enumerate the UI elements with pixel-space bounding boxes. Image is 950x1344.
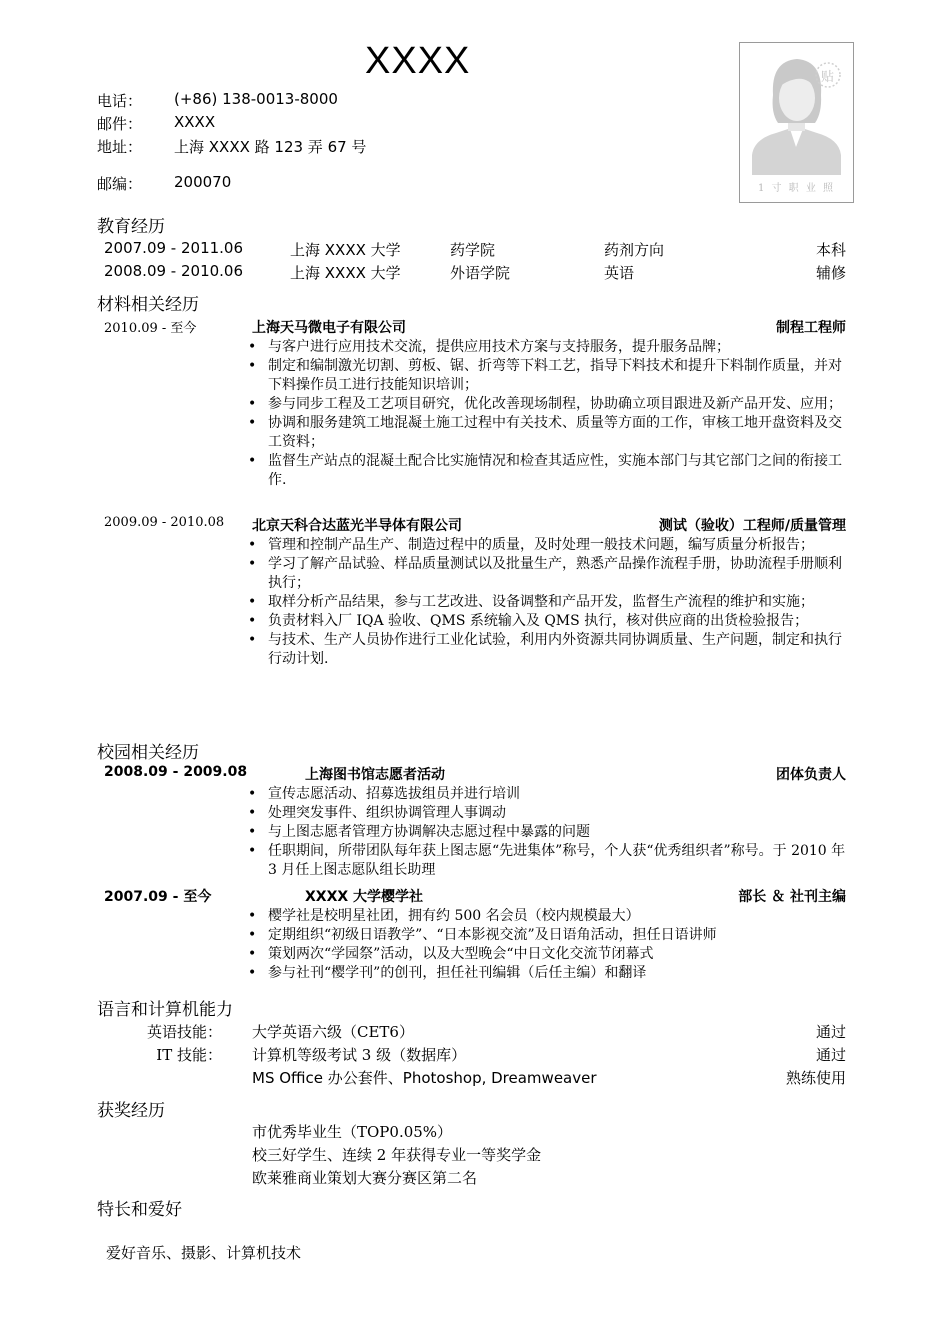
contact-phone: (+86) 138-0013-8000 [174,90,338,108]
contact-label-address: 地址： [97,138,143,156]
edu-degree: 本科 [815,241,846,259]
skill-desc: MS Office 办公套件、Photoshop, Dreamweaver [252,1069,597,1087]
skill-level: 通过 [815,1023,846,1041]
job-role: 制程工程师 [776,320,846,336]
section-title-awards: 获奖经历 [97,1101,165,1121]
edu-major: 药剂方向 [604,241,665,259]
list-item: • 与技术、生产人员协作进行工业化试验，利用内外资源共同协调质量、生产问题，制定和执行行动计划. [248,631,848,669]
skill-desc: 大学英语六级（CET6） [252,1023,414,1041]
edu-college: 药学院 [450,241,496,259]
skill-level: 通过 [815,1046,846,1064]
list-item: • 任职期间，所带团队每年获上图志愿“先进集体”称号，个人获“优秀组织者”称号。于 2010 年 3 月任上图志愿队组长助理 [248,842,848,880]
edu-major: 英语 [604,264,635,282]
skill-level: 熟练使用 [785,1069,846,1087]
list-item: • 负责材料入厂 IQA 验收、QMS 系统输入及 QMS 执行，核对供应商的出货检验报告； [248,612,848,631]
list-item: • 宣传志愿活动、招募选拔组员并进行培训 [248,785,848,804]
edu-school: 上海 XXXX 大学 [290,241,401,259]
job-company: 北京天科合达蓝光半导体有限公司 [252,518,462,534]
section-title-work: 材料相关经历 [97,295,199,315]
section-title-campus: 校园相关经历 [97,743,199,763]
contact-zip: 200070 [174,173,232,191]
edu-period: 2007.09 - 2011.06 [104,239,244,257]
job-period: 2009.09 - 2010.08 [104,515,225,530]
list-item: • 处理突发事件、组织协调管理人事调动 [248,804,848,823]
job-period: 2010.09 - 至今 [104,321,197,336]
campus-role: 部长 ＆ 社刊主编 [738,889,846,905]
list-item: • 参与社刊“樱学刊”的创刊，担任社刊编辑（后任主编）和翻译 [248,964,848,983]
job-bullet-list [248,536,848,669]
contact-label-email: 邮件： [97,115,143,133]
list-item: • 与客户进行应用技术交流，提供应用技术方案与支持服务，提升服务品牌； [248,338,848,357]
job-company: 上海天马微电子有限公司 [252,320,406,336]
list-item: • 协调和服务建筑工地混凝土施工过程中有关技术、质量等方面的工作，审核工地开盘资料及交工资料； [248,414,848,452]
section-title-education: 教育经历 [97,217,165,237]
skill-label: 英语技能： [146,1023,222,1041]
campus-org: XXXX 大学樱学社 [305,889,424,905]
list-item: • 定期组织“初级日语教学”、“日本影视交流”及日语角活动，担任日语讲师 [248,926,848,945]
job-bullet-list [248,338,848,490]
photo-stamp: 贴 [821,70,835,85]
section-title-hobbies: 特长和爱好 [97,1200,182,1220]
list-item: • 学习了解产品试验、样品质量测试以及批量生产，熟悉产品操作流程手册，协助流程手册顺利执行； [248,555,848,593]
contact-email: XXXX [174,113,216,131]
list-item: • 樱学社是校明星社团，拥有约 500 名会员（校内规模最大） [248,907,848,926]
list-item: • 参与同步工程及工艺项目研究，优化改善现场制程，协助确立项目跟进及新产品开发、应用； [248,395,848,414]
edu-period: 2008.09 - 2010.06 [104,262,244,280]
list-item: • 策划两次“学园祭”活动，以及大型晚会“中日文化交流节闭幕式 [248,945,848,964]
section-title-skills: 语言和计算机能力 [97,1000,233,1020]
award-item: 市优秀毕业生（TOP0.05%） [252,1123,453,1141]
list-item: • 取样分析产品结果，参与工艺改进、设备调整和产品开发，监督生产流程的维护和实施； [248,593,848,612]
edu-school: 上海 XXXX 大学 [290,264,401,282]
edu-degree: 辅修 [815,264,846,282]
campus-period: 2007.09 - 至今 [104,889,212,905]
campus-period: 2008.09 - 2009.08 [104,764,248,780]
campus-org: 上海图书馆志愿者活动 [305,767,445,783]
job-role: 测试（验收）工程师/质量管理 [658,518,846,534]
skill-label: IT 技能： [156,1046,222,1064]
edu-college: 外语学院 [450,264,511,282]
hobbies-text: 爱好音乐、摄影、计算机技术 [106,1244,302,1262]
campus-bullet-list [248,907,848,983]
photo-caption: 1 寸 职 业 照 [757,183,836,194]
resume-name: XXXX [365,40,471,82]
award-item: 校三好学生、连续 2 年获得专业一等奖学金 [252,1146,542,1164]
contact-label-zip: 邮编： [97,175,143,193]
campus-role: 团体负责人 [776,767,846,783]
campus-bullet-list [248,785,848,880]
award-item: 欧莱雅商业策划大赛分赛区第二名 [252,1169,478,1187]
list-item: • 与上图志愿者管理方协调解决志愿过程中暴露的问题 [248,823,848,842]
list-item: • 管理和控制产品生产、制造过程中的质量，及时处理一般技术问题，编写质量分析报告； [248,536,848,555]
photo-placeholder [739,42,854,203]
list-item: • 监督生产站点的混凝土配合比实施情况和检查其适应性，实施本部门与其它部门之间的衔接工作. [248,452,848,490]
contact-address: 上海 XXXX 路 123 弄 67 号 [174,138,367,156]
contact-label-phone: 电话： [97,92,143,110]
list-item: • 制定和编制激光切割、剪板、锯、折弯等下料工艺，指导下料技术和提升下料制作质量，并对下料操作员工进行技能知识培训； [248,357,848,395]
skill-desc: 计算机等级考试 3 级（数据库） [252,1046,467,1064]
